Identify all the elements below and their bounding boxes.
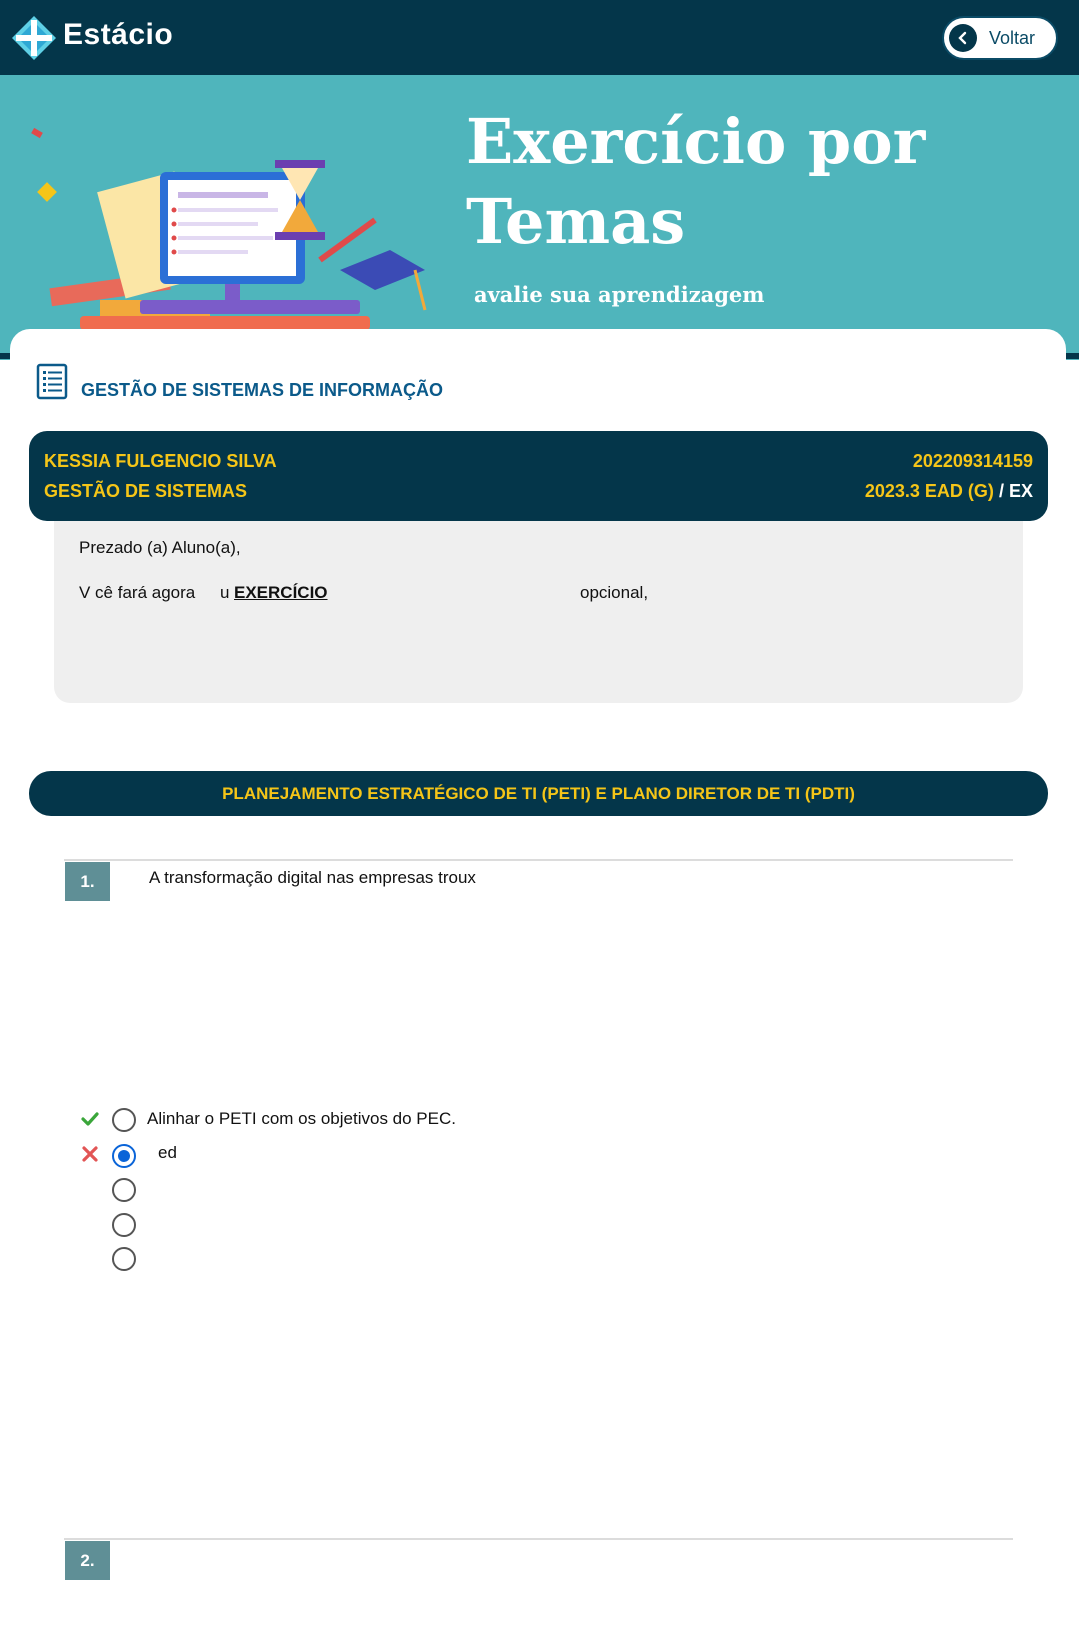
- topic-title: PLANEJAMENTO ESTRATÉGICO DE TI (PETI) E PLANO DIRETOR DE TI (PDTI): [222, 783, 855, 803]
- student-id: 202209314159: [912, 451, 1033, 471]
- option-label-1: Alinhar o PETI com os objetivos do PEC.: [147, 1109, 456, 1128]
- notice-text-2: u: [220, 583, 230, 602]
- document-list-icon: [36, 363, 72, 401]
- question-text: A transformação digital nas empresas troux: [149, 868, 476, 887]
- brand-name: Estácio: [63, 18, 174, 51]
- student-course: GESTÃO DE SISTEMAS: [44, 481, 248, 501]
- notice-text-3: opcional,: [580, 583, 649, 602]
- back-button-label: Voltar: [989, 27, 1036, 48]
- option-radio-2[interactable]: [112, 1144, 136, 1168]
- term-value: 2023.3 EAD (G): [864, 481, 994, 501]
- question-number: 2.: [65, 1541, 110, 1580]
- option-radio-5[interactable]: [112, 1247, 136, 1271]
- student-name: KESSIA FULGENCIO SILVA: [44, 451, 277, 471]
- student-term: [865, 481, 1033, 502]
- estacio-logo-icon: [10, 14, 58, 62]
- hero-banner: [0, 75, 1079, 360]
- student-info-panel: [29, 431, 1048, 521]
- question-number: 1.: [65, 862, 110, 901]
- notice-greeting: Prezado (a) Aluno(a),: [79, 538, 241, 557]
- topic-header: [29, 771, 1048, 816]
- top-bar: [0, 0, 1079, 75]
- option-label-2: ed: [158, 1143, 177, 1162]
- term-separator: /: [998, 481, 1004, 501]
- hero-subtitle: avalie sua aprendizagem: [474, 282, 765, 307]
- chevron-left-icon: [949, 24, 977, 52]
- option-radio-4[interactable]: [112, 1213, 136, 1237]
- study-illustration: [20, 120, 450, 350]
- x-icon: [81, 1145, 99, 1163]
- question-divider: [64, 1538, 1013, 1540]
- term-type: EX: [1008, 481, 1033, 501]
- course-title: GESTÃO DE SISTEMAS DE INFORMAÇÃO: [81, 380, 444, 400]
- notice-box: [54, 505, 1023, 703]
- option-radio-1[interactable]: [112, 1108, 136, 1132]
- question-divider: [64, 859, 1013, 861]
- notice-emphasis: EXERCÍCIO: [234, 583, 328, 602]
- hero-title: Exercício por Temas: [466, 105, 926, 258]
- check-icon: [81, 1110, 99, 1128]
- option-radio-3[interactable]: [112, 1178, 136, 1202]
- notice-text-1: V cê fará agora: [79, 583, 196, 602]
- back-button[interactable]: [942, 16, 1058, 60]
